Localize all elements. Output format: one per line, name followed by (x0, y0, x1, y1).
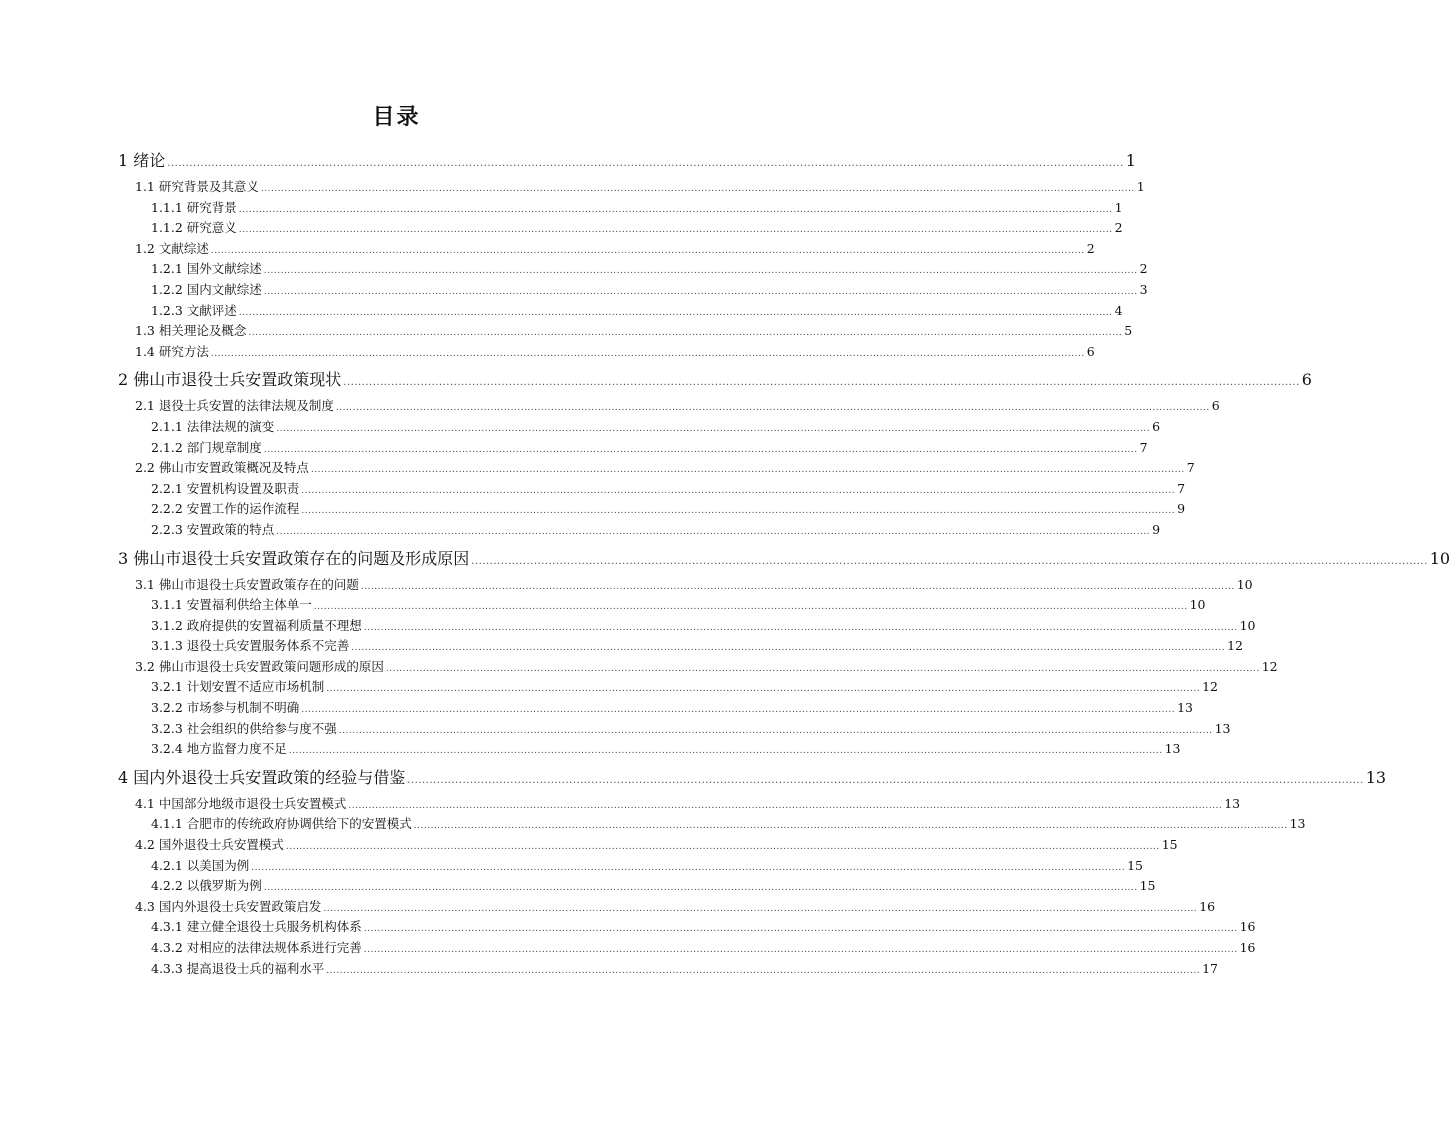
toc-dot-leader: .................................................................................................................................................................................................................................................................... (238, 225, 1113, 236)
toc-dot-leader: .................................................................................................................................................................................................................................................................... (351, 643, 1226, 654)
toc-entry-level-3[interactable] (118, 595, 1206, 616)
toc-entry-label: 3.1.1 安置福利供给主体单一 (151, 597, 312, 613)
toc-entry-label: 2.2.2 安置工作的运作流程 (151, 501, 300, 517)
toc-entry-label: 1.4 研究方法 (135, 343, 209, 359)
toc-page-number: 6 (1086, 343, 1095, 359)
toc-dot-leader: .................................................................................................................................................................................................................................................................... (276, 423, 1151, 434)
toc-entry-label: 4.2 国外退役士兵安置模式 (135, 837, 284, 853)
toc-entry-level-3[interactable] (118, 280, 1148, 301)
toc-entry-level-3[interactable] (118, 198, 1123, 219)
toc-entry-level-2[interactable] (118, 897, 1216, 918)
toc-entry-level-3[interactable] (118, 479, 1186, 500)
toc-entry-level-1[interactable] (118, 765, 1387, 791)
toc-page-number: 12 (1202, 679, 1219, 695)
toc-dot-leader: .................................................................................................................................................................................................................................................................... (251, 862, 1126, 873)
toc-entry-level-3[interactable] (118, 698, 1194, 719)
toc-dot-leader: .................................................................................................................................................................................................................................................................... (301, 506, 1176, 517)
toc-page-number: 3 (1139, 281, 1148, 297)
toc-entry-level-2[interactable] (118, 321, 1133, 342)
toc-page-number: 10 (1429, 548, 1450, 568)
toc-dot-leader: .................................................................................................................................................................................................................................................................... (276, 526, 1151, 537)
toc-entry-level-2[interactable] (118, 177, 1145, 198)
toc-dot-leader: .................................................................................................................................................................................................................................................................... (343, 377, 1300, 389)
toc-entry-label: 2.1 退役士兵安置的法律法规及制度 (135, 398, 334, 414)
toc-dot-leader: .................................................................................................................................................................................................................................................................... (363, 945, 1238, 955)
toc-entry-level-2[interactable] (118, 575, 1253, 596)
toc-entry-level-1[interactable] (118, 148, 1136, 174)
toc-entry-level-3[interactable] (118, 636, 1244, 657)
toc-entry-level-3[interactable] (118, 616, 1256, 637)
toc-entry-label: 1.2.2 国内文献综述 (151, 281, 262, 297)
toc-dot-leader: .................................................................................................................................................................................................................................................................... (301, 705, 1176, 716)
toc-dot-leader: .................................................................................................................................................................................................................................................................... (210, 245, 1085, 256)
toc-entry-level-3[interactable] (118, 917, 1256, 938)
toc-page-number: 7 (1186, 460, 1195, 476)
toc-dot-leader: .................................................................................................................................................................................................................................................................... (301, 485, 1176, 496)
toc-entry-level-3[interactable] (118, 417, 1161, 438)
toc-dot-leader: .................................................................................................................................................................................................................................................................... (238, 204, 1113, 215)
toc-dot-leader: .................................................................................................................................................................................................................................................................... (348, 800, 1223, 811)
toc-entry-level-2[interactable] (118, 835, 1178, 856)
toc-entry-level-3[interactable] (118, 719, 1231, 740)
toc-page-number: 6 (1301, 370, 1312, 390)
toc-dot-leader: .................................................................................................................................................................................................................................................................... (167, 158, 1124, 169)
toc-entry-label: 2.2.3 安置政策的特点 (151, 521, 275, 537)
toc-entry-label: 4 国内外退役士兵安置政策的经验与借鉴 (118, 767, 406, 787)
toc-dot-leader: .................................................................................................................................................................................................................................................................... (238, 307, 1113, 318)
toc-entry-level-3[interactable] (118, 677, 1219, 698)
toc-dot-leader: .................................................................................................................................................................................................................................................................... (326, 965, 1201, 976)
toc-page-number: 2 (1086, 240, 1095, 256)
toc-entry-label: 3.2.2 市场参与机制不明确 (151, 700, 300, 716)
toc-dot-leader: .................................................................................................................................................................................................................................................................... (413, 821, 1288, 832)
toc-entry-level-3[interactable] (118, 301, 1123, 322)
toc-entry-level-3[interactable] (118, 499, 1186, 520)
toc-page-number: 12 (1261, 658, 1278, 674)
toc-entry-level-2[interactable] (118, 396, 1220, 417)
toc-page-number: 7 (1139, 439, 1148, 455)
toc-page-number: 2 (1114, 220, 1123, 236)
toc-entry-level-3[interactable] (118, 876, 1156, 897)
toc-entry-label: 4.1.1 合肥市的传统政府协调供给下的安置模式 (151, 816, 412, 832)
toc-page-number: 13 (1214, 720, 1231, 736)
toc-entry-label: 1.2.3 文献评述 (151, 302, 237, 318)
toc-entry-label: 1.3 相关理论及概念 (135, 323, 247, 339)
toc-entry-level-3[interactable] (118, 259, 1148, 280)
toc-dot-leader: .................................................................................................................................................................................................................................................................... (338, 725, 1213, 736)
toc-entry-label: 4.2.1 以美国为例 (151, 857, 250, 873)
toc-dot-leader: .................................................................................................................................................................................................................................................................... (385, 663, 1260, 674)
toc-page-number: 6 (1211, 398, 1220, 414)
toc-dot-leader: .................................................................................................................................................................................................................................................................... (263, 883, 1138, 894)
toc-entry-label: 3.1.2 政府提供的安置福利质量不理想 (151, 617, 362, 633)
toc-entry-label: 3.1.3 退役士兵安置服务体系不完善 (151, 638, 350, 654)
toc-entry-label: 2.1.1 法律法规的演变 (151, 418, 275, 434)
toc-dot-leader: .................................................................................................................................................................................................................................................................... (248, 328, 1123, 339)
toc-dot-leader: .................................................................................................................................................................................................................................................................... (263, 444, 1138, 455)
toc-page-number: 16 (1239, 919, 1256, 935)
toc-entry-level-3[interactable] (118, 959, 1219, 980)
toc-entry-label: 1.1 研究背景及其意义 (135, 179, 259, 194)
toc-page-number: 16 (1239, 940, 1256, 955)
toc-entry-label: 3 佛山市退役士兵安置政策存在的问题及形成原因 (118, 548, 470, 568)
toc-entry-label: 3.2.4 地方监督力度不足 (151, 741, 287, 757)
toc-dot-leader: .................................................................................................................................................................................................................................................................... (210, 348, 1085, 359)
toc-entry-level-2[interactable] (118, 794, 1241, 815)
toc-entry-label: 1.1.1 研究背景 (151, 199, 237, 215)
toc-dot-leader: .................................................................................................................................................................................................................................................................... (263, 286, 1138, 297)
toc-page-number: 13 (1289, 816, 1306, 832)
toc-page-number: 13 (1177, 700, 1194, 716)
toc-entry-level-3[interactable] (118, 520, 1161, 541)
table-of-contents (118, 148, 1450, 979)
toc-dot-leader: .................................................................................................................................................................................................................................................................... (260, 184, 1135, 194)
toc-entry-level-1[interactable] (118, 367, 1312, 393)
toc-entry-label: 4.1 中国部分地级市退役士兵安置模式 (135, 795, 347, 811)
toc-entry-label: 4.2.2 以俄罗斯为例 (151, 878, 262, 894)
toc-entry-label: 3.1 佛山市退役士兵安置政策存在的问题 (135, 576, 359, 592)
toc-entry-label: 2 佛山市退役士兵安置政策现状 (118, 370, 342, 390)
toc-page-number: 10 (1236, 576, 1253, 592)
toc-entry-level-3[interactable] (118, 856, 1144, 877)
toc-page-number: 15 (1161, 837, 1178, 853)
toc-entry-level-3[interactable] (118, 814, 1306, 835)
toc-entry-label: 4.3.3 提高退役士兵的福利水平 (151, 960, 325, 976)
toc-dot-leader: .................................................................................................................................................................................................................................................................... (326, 684, 1201, 695)
toc-page-number: 15 (1139, 878, 1156, 894)
toc-entry-level-1[interactable] (118, 546, 1450, 572)
toc-page-number: 9 (1177, 501, 1186, 517)
toc-dot-leader: .................................................................................................................................................................................................................................................................... (471, 555, 1428, 567)
toc-page-number: 15 (1127, 857, 1144, 873)
toc-entry-label: 1.2 文献综述 (135, 240, 209, 256)
toc-entry-label: 4.3 国内外退役士兵安置政策启发 (135, 898, 322, 914)
toc-entry-label: 4.3.2 对相应的法律法规体系进行完善 (151, 940, 362, 955)
toc-page-number: 13 (1365, 767, 1387, 787)
toc-dot-leader: .................................................................................................................................................................................................................................................................... (363, 924, 1238, 935)
toc-entry-level-3[interactable] (118, 739, 1181, 760)
toc-dot-leader: .................................................................................................................................................................................................................................................................... (323, 903, 1198, 914)
toc-page-number: 16 (1199, 898, 1216, 914)
toc-page-number: 17 (1202, 960, 1219, 976)
toc-dot-leader: .................................................................................................................................................................................................................................................................... (313, 602, 1188, 613)
toc-entry-label: 1.1.2 研究意义 (151, 220, 237, 236)
toc-dot-leader: .................................................................................................................................................................................................................................................................... (263, 266, 1138, 277)
toc-dot-leader: .................................................................................................................................................................................................................................................................... (407, 774, 1364, 786)
toc-entry-level-3[interactable] (118, 218, 1123, 239)
toc-entry-level-2[interactable] (118, 342, 1095, 363)
toc-entry-level-3[interactable] (118, 938, 1256, 959)
toc-dot-leader: .................................................................................................................................................................................................................................................................... (288, 746, 1163, 757)
toc-page-number: 2 (1139, 261, 1148, 277)
toc-page-number: 10 (1189, 597, 1206, 613)
toc-entry-label: 4.3.1 建立健全退役士兵服务机构体系 (151, 919, 362, 935)
toc-dot-leader: .................................................................................................................................................................................................................................................................... (335, 403, 1210, 414)
toc-page-number: 1 (1114, 199, 1123, 215)
toc-page-number: 13 (1224, 795, 1241, 811)
toc-page-number: 6 (1152, 418, 1161, 434)
toc-title: 目录 (372, 105, 421, 130)
toc-entry-level-2[interactable] (118, 239, 1095, 260)
toc-page-number: 9 (1152, 521, 1161, 537)
toc-entry-label: 1.2.1 国外文献综述 (151, 261, 262, 277)
toc-page-number: 5 (1124, 323, 1133, 339)
toc-entry-label: 3.2 佛山市退役士兵安置政策问题形成的原因 (135, 658, 384, 674)
toc-page-number: 12 (1227, 638, 1244, 654)
toc-entry-level-3[interactable] (118, 438, 1148, 459)
toc-page-number: 13 (1164, 741, 1181, 757)
toc-page-number: 1 (1125, 151, 1136, 170)
toc-entry-level-2[interactable] (118, 458, 1195, 479)
toc-entry-label: 2.2 佛山市安置政策概况及特点 (135, 460, 309, 476)
toc-entry-label: 2.1.2 部门规章制度 (151, 439, 262, 455)
toc-entry-label: 3.2.3 社会组织的供给参与度不强 (151, 720, 337, 736)
toc-dot-leader: .................................................................................................................................................................................................................................................................... (285, 842, 1160, 853)
toc-entry-label: 2.2.1 安置机构设置及职责 (151, 480, 300, 496)
toc-entry-label: 3.2.1 计划安置不适应市场机制 (151, 679, 325, 695)
toc-dot-leader: .................................................................................................................................................................................................................................................................... (360, 581, 1235, 592)
toc-page-number: 10 (1239, 617, 1256, 633)
toc-dot-leader: .................................................................................................................................................................................................................................................................... (363, 622, 1238, 633)
toc-entry-label: 1 绪论 (118, 151, 166, 170)
toc-page-number: 7 (1177, 480, 1186, 496)
toc-page-number: 4 (1114, 302, 1123, 318)
toc-entry-level-2[interactable] (118, 657, 1278, 678)
toc-page-number: 1 (1136, 179, 1145, 194)
toc-dot-leader: .................................................................................................................................................................................................................................................................... (310, 465, 1185, 476)
